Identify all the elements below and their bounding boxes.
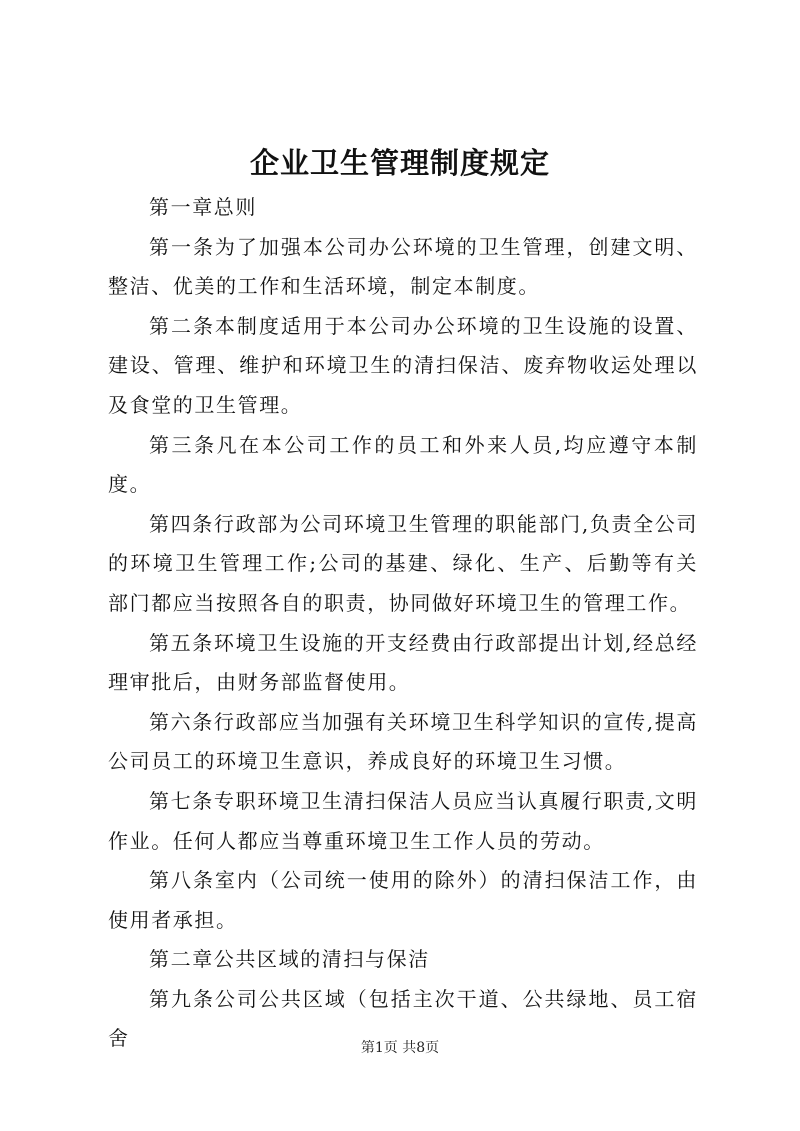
article-paragraph: 第四条行政部为公司环境卫生管理的职能部门,负责全公司的环境卫生管理工作;公司的基建、绿化、生产、后勤等有关部门都应当按照各自的职责，协同做好环境卫生的管理工作。 — [108, 511, 698, 615]
article-paragraph: 第五条环境卫生设施的开支经费由行政部提出计划,经总经理审批后，由财务部监督使用。 — [108, 630, 698, 695]
article-paragraph: 第八条室内（公司统一使用的除外）的清扫保洁工作，由使用者承担。 — [108, 868, 698, 932]
document-body — [108, 188, 698, 1059]
chapter-heading: 第一章总则 — [149, 195, 257, 219]
article-paragraph: 第六条行政部应当加强有关环境卫生科学知识的宣传,提高公司员工的环境卫生意识，养成良好的环境卫生习惯。 — [108, 709, 698, 774]
document-title: 企业卫生管理制度规定 — [249, 146, 550, 180]
article-paragraph: 第三条凡在本公司工作的员工和外来人员,均应遵守本制度。 — [108, 432, 698, 497]
page-number-footer: 第1页 共8页 — [360, 1040, 440, 1056]
article-paragraph: 第二条本制度适用于本公司办公环境的卫生设施的设置、建设、管理、维护和环境卫生的清扫保洁、废弃物收运处理以及食堂的卫生管理。 — [108, 313, 698, 417]
article-paragraph: 第九条公司公共区域（包括主次干道、公共绿地、员工宿舍 — [108, 986, 698, 1051]
chapter-heading: 第二章公共区域的清扫与保洁 — [149, 947, 430, 972]
article-paragraph: 第七条专职环境卫生清扫保洁人员应当认真履行职责,文明作业。任何人都应当尊重环境卫生工作人员的劳动。 — [108, 788, 698, 853]
article-paragraph: 第一条为了加强本公司办公环境的卫生管理，创建文明、整洁、优美的工作和生活环境，制定本制度。 — [108, 234, 698, 299]
